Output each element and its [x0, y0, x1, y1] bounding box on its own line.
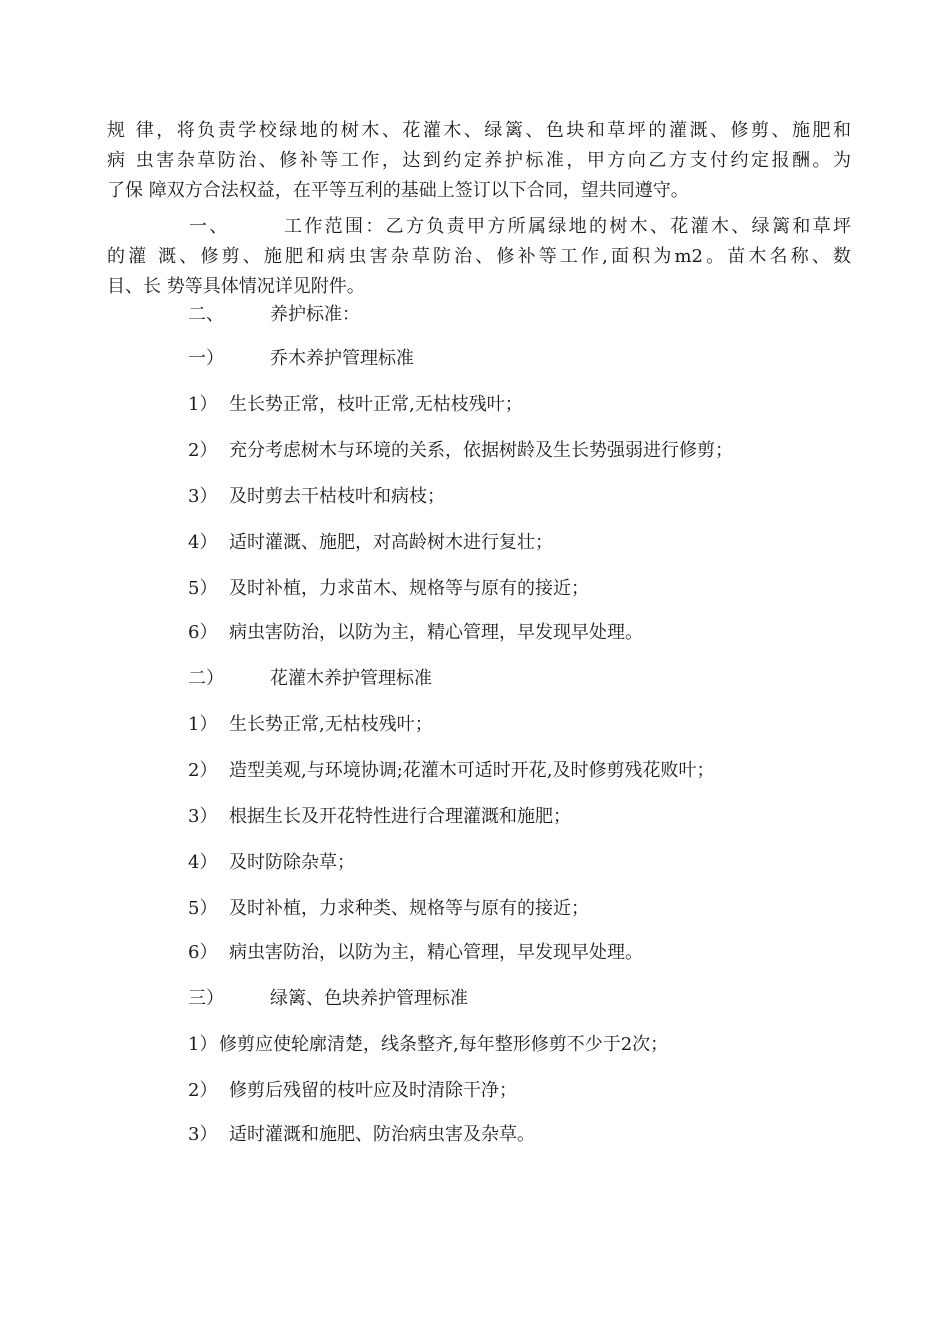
item-marker: 3）	[188, 806, 218, 827]
item-marker: 二）	[188, 668, 224, 689]
item-marker: 6）	[188, 622, 218, 643]
list-item	[188, 439, 733, 463]
item-text: 病虫害防治，以防为主，精心管理，早发现早处理。	[229, 622, 643, 643]
item-marker: 3）	[188, 1124, 218, 1145]
section-heading	[188, 303, 360, 327]
item-text: 修剪应使轮廓清楚，线条整齐,每年整形修剪不少于2次；	[219, 1034, 669, 1055]
item-text: 适时灌溉、施肥，对高龄树木进行复壮；	[229, 532, 553, 553]
item-text: 根据生长及开花特性进行合理灌溉和施肥；	[229, 806, 571, 827]
item-marker: 1）	[188, 1034, 218, 1055]
section-heading	[188, 667, 432, 691]
item-text: 适时灌溉和施肥、防治病虫害及杂草。	[229, 1124, 535, 1145]
list-item	[188, 531, 553, 555]
item-marker: 三）	[188, 988, 224, 1009]
list-item	[188, 941, 643, 965]
list-item	[188, 1033, 668, 1057]
list-item	[188, 621, 643, 645]
item-text: 生长势正常，枝叶正常,无枯枝残叶；	[229, 394, 523, 415]
item-marker: 2）	[188, 760, 218, 781]
intro-line: 病 虫害杂草防治、修补等工作，达到约定养护标准，甲方向乙方支付约定报酬。为	[107, 150, 851, 171]
intro-line: 规 律，将负责学校绿地的树木、花灌木、绿篱、色块和草坪的灌溉、修剪、施肥和	[107, 120, 851, 141]
item-text: 及时补植，力求种类、规格等与原有的接近；	[229, 898, 589, 919]
list-item	[188, 393, 523, 417]
item-text: 充分考虑树木与环境的关系，依据树龄及生长势强弱进行修剪；	[229, 440, 733, 461]
list-item	[188, 759, 715, 783]
item-marker: 2）	[188, 440, 218, 461]
intro-line: 了保 障双方合法权益，在平等互利的基础上签订以下合同，望共同遵守。	[107, 180, 689, 201]
item-marker: 5）	[188, 578, 218, 599]
section-work-scope	[107, 212, 851, 302]
item-text: 乔木养护管理标准	[270, 348, 414, 369]
list-item	[188, 577, 589, 601]
section-line	[107, 212, 851, 242]
item-marker: 4）	[188, 532, 218, 553]
list-item	[188, 485, 445, 509]
section-marker: 一、	[189, 216, 230, 237]
item-marker: 3）	[188, 486, 218, 507]
item-marker: 2）	[188, 1080, 218, 1101]
list-item	[188, 897, 589, 921]
section-heading	[188, 347, 414, 371]
list-item	[188, 851, 355, 875]
list-item	[188, 1079, 517, 1103]
section-line: 的灌 溉、修剪、施肥和病虫害杂草防治、修补等工作,面积为m2。苗木名称、数	[107, 246, 851, 267]
item-marker: 4）	[188, 852, 218, 873]
item-text: 花灌木养护管理标准	[270, 668, 432, 689]
item-text: 及时补植，力求苗木、规格等与原有的接近；	[229, 578, 589, 599]
item-text: 及时防除杂草；	[229, 852, 355, 873]
item-text: 生长势正常,无枯枝残叶；	[229, 714, 433, 735]
list-item	[188, 713, 433, 737]
item-marker: 5）	[188, 898, 218, 919]
list-item	[188, 805, 571, 829]
item-marker: 1）	[188, 714, 218, 735]
item-text: 造型美观,与环境协调;花灌木可适时开花,及时修剪残花败叶；	[229, 760, 715, 781]
intro-paragraph	[107, 116, 851, 206]
item-marker: 1）	[188, 394, 218, 415]
item-marker: 一）	[188, 348, 224, 369]
item-text: 及时剪去干枯枝叶和病枝；	[229, 486, 445, 507]
section-heading	[188, 987, 468, 1011]
item-marker: 6）	[188, 942, 218, 963]
list-item	[188, 1123, 535, 1147]
section-line: 目、长 势等具体情况详见附件。	[107, 276, 365, 297]
item-text: 绿篱、色块养护管理标准	[270, 988, 468, 1009]
item-text: 修剪后残留的枝叶应及时清除干净；	[229, 1080, 517, 1101]
item-text: 病虫害防治，以防为主，精心管理，早发现早处理。	[229, 942, 643, 963]
item-marker: 二、	[188, 304, 224, 325]
section-text: 工作范围：乙方负责甲方所属绿地的树木、花灌木、绿篱和草坪	[281, 216, 852, 237]
item-text: 养护标准：	[270, 304, 360, 325]
